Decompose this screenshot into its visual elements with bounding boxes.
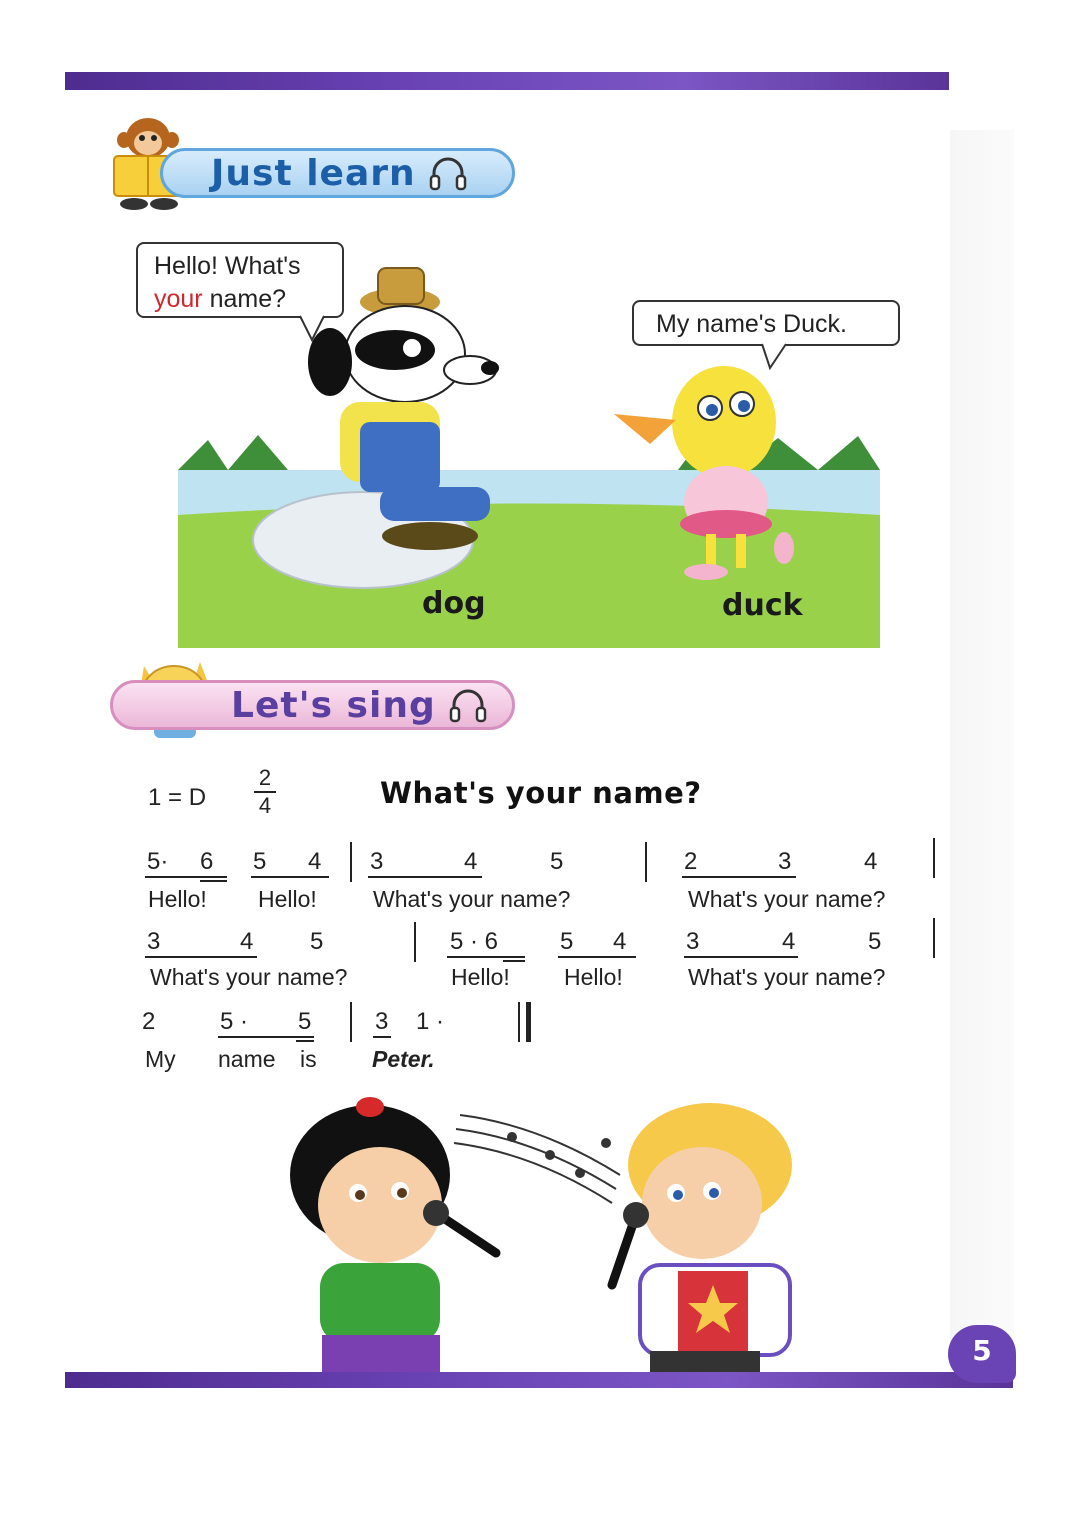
lets-sing-title: Let's sing xyxy=(231,684,436,726)
note: 4 xyxy=(782,928,796,955)
beat-underline xyxy=(296,1040,314,1042)
note: 4 xyxy=(240,928,254,955)
note: 5 xyxy=(253,848,267,875)
bar-line xyxy=(414,922,416,962)
note: 2 xyxy=(684,848,698,875)
note: 4 xyxy=(864,848,878,875)
beat-underline xyxy=(558,956,636,958)
dog-speech-bubble xyxy=(136,242,344,318)
lyric: is xyxy=(300,1046,317,1072)
lyric: What's your name? xyxy=(150,964,348,990)
page-number: 5 xyxy=(972,1334,992,1367)
note: 3 xyxy=(778,848,792,875)
note: 3 xyxy=(370,848,384,875)
lyric: Peter. xyxy=(372,1046,435,1072)
beat-underline xyxy=(682,876,796,878)
dog-line-2-highlight: your xyxy=(154,285,203,313)
dog-bubble-tail xyxy=(298,314,328,342)
note: 5 xyxy=(298,1008,312,1035)
note: 3 xyxy=(147,928,161,955)
lyric: Hello! xyxy=(258,886,317,912)
final-bar-thin xyxy=(518,1002,520,1042)
song-title: What's your name? xyxy=(380,776,702,810)
bar-line xyxy=(645,842,647,882)
lyric: Hello! xyxy=(148,886,207,912)
beat-underline xyxy=(251,876,329,878)
beat-underline xyxy=(368,876,482,878)
note: 4 xyxy=(613,928,627,955)
note: 5 xyxy=(868,928,882,955)
song-key: 1 = D xyxy=(148,784,207,811)
duck-line: My name's Duck. xyxy=(656,310,847,338)
note: 5 xyxy=(560,928,574,955)
beat-underline xyxy=(503,960,525,962)
just-learn-header xyxy=(160,148,515,198)
duck-character xyxy=(614,352,814,588)
caption-dog: dog xyxy=(422,586,486,621)
note: 2 xyxy=(142,1008,156,1035)
beat-underline xyxy=(218,1036,314,1038)
note: 3 xyxy=(375,1008,389,1035)
note: 4 xyxy=(308,848,322,875)
final-bar-thick xyxy=(526,1002,531,1042)
note: 3 xyxy=(686,928,700,955)
dog-line-2 xyxy=(154,283,326,316)
duck-speech-bubble xyxy=(632,300,900,346)
beat-underline xyxy=(684,956,798,958)
duck-bubble-tail xyxy=(760,342,790,370)
lyric: What's your name? xyxy=(688,964,886,990)
note: 5· xyxy=(147,848,169,875)
dog-line-2-rest: name? xyxy=(202,285,287,313)
time-signature xyxy=(252,766,278,818)
just-learn-title: Just learn xyxy=(211,152,416,194)
bar-line xyxy=(350,842,352,882)
headphones-icon[interactable] xyxy=(428,153,468,193)
bar-line xyxy=(933,838,935,878)
singing-children-illustration xyxy=(250,1085,810,1375)
bottom-decorative-band xyxy=(65,1372,1013,1388)
beat-underline xyxy=(373,1036,391,1038)
bar-line xyxy=(350,1002,352,1042)
beat-underline xyxy=(145,956,257,958)
note: 6 xyxy=(200,848,214,875)
beat-underline xyxy=(200,880,227,882)
time-signature-bottom: 4 xyxy=(258,793,272,818)
dog-line-1: Hello! What's xyxy=(154,252,301,280)
beat-underline xyxy=(447,956,525,958)
lyric: My xyxy=(145,1046,176,1072)
time-signature-top: 2 xyxy=(258,765,272,790)
lyric: What's your name? xyxy=(373,886,571,912)
headphones-icon[interactable] xyxy=(448,685,488,725)
top-decorative-band xyxy=(65,72,949,90)
note: 1 · xyxy=(416,1008,445,1035)
lets-sing-header xyxy=(110,680,515,730)
lyric: What's your name? xyxy=(688,886,886,912)
lyric: Hello! xyxy=(451,964,510,990)
lyric: name xyxy=(218,1046,276,1072)
caption-duck: duck xyxy=(722,588,803,623)
bar-line xyxy=(933,918,935,958)
note: 5 · 6 xyxy=(450,928,499,955)
beat-underline xyxy=(145,876,227,878)
note: 5 xyxy=(310,928,324,955)
note: 5 xyxy=(550,848,564,875)
lyric: Hello! xyxy=(564,964,623,990)
page-edge-shade xyxy=(950,130,1014,1375)
note: 4 xyxy=(464,848,478,875)
note: 5 · xyxy=(220,1008,249,1035)
